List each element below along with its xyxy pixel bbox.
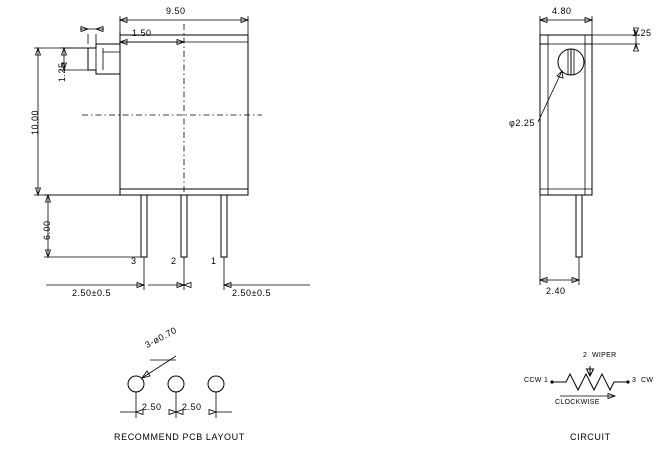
dim-pin-pitch-left: 2.50±0.5 (72, 288, 111, 298)
pin-number-3: 3 (131, 256, 137, 266)
dim-adjuster-diameter: φ2.25 (509, 118, 535, 128)
pcb-dim-pitch-right: 2.50 (182, 402, 202, 412)
circuit-cw-number: 3 (632, 377, 637, 384)
dim-pin-length: 6.00 (42, 220, 52, 240)
pcb-dim-pitch-left: 2.50 (142, 402, 162, 412)
circuit-direction-label: CLOCKWISE (555, 399, 600, 406)
pcb-hole-callout: 3-ø0.70 (143, 324, 179, 350)
dim-body-depth: 4.80 (552, 6, 572, 16)
dim-pin-pitch-right: 2.50±0.5 (232, 288, 271, 298)
dim-pin-offset: 2.40 (546, 286, 566, 296)
circuit-wiper-label: WIPER (592, 352, 617, 359)
circuit-wiper-number: 2 (583, 352, 588, 359)
dim-width-total: 9.50 (166, 6, 186, 16)
dim-height-total: 10.00 (30, 109, 40, 135)
circuit-caption: CIRCUIT (570, 432, 611, 442)
circuit-ccw-number: 1 (544, 377, 549, 384)
dim-shoulder-width: 1.50 (132, 28, 152, 38)
pin-number-2: 2 (171, 256, 177, 266)
pcb-layout-caption: RECOMMEND PCB LAYOUT (114, 432, 245, 442)
dim-tab-height: 1.25 (57, 62, 67, 82)
dim-screw-offset: 1.25 (632, 28, 652, 38)
circuit-ccw-label: CCW (524, 377, 542, 384)
circuit-cw-label: CW (641, 377, 654, 384)
pin-number-1: 1 (211, 256, 217, 266)
